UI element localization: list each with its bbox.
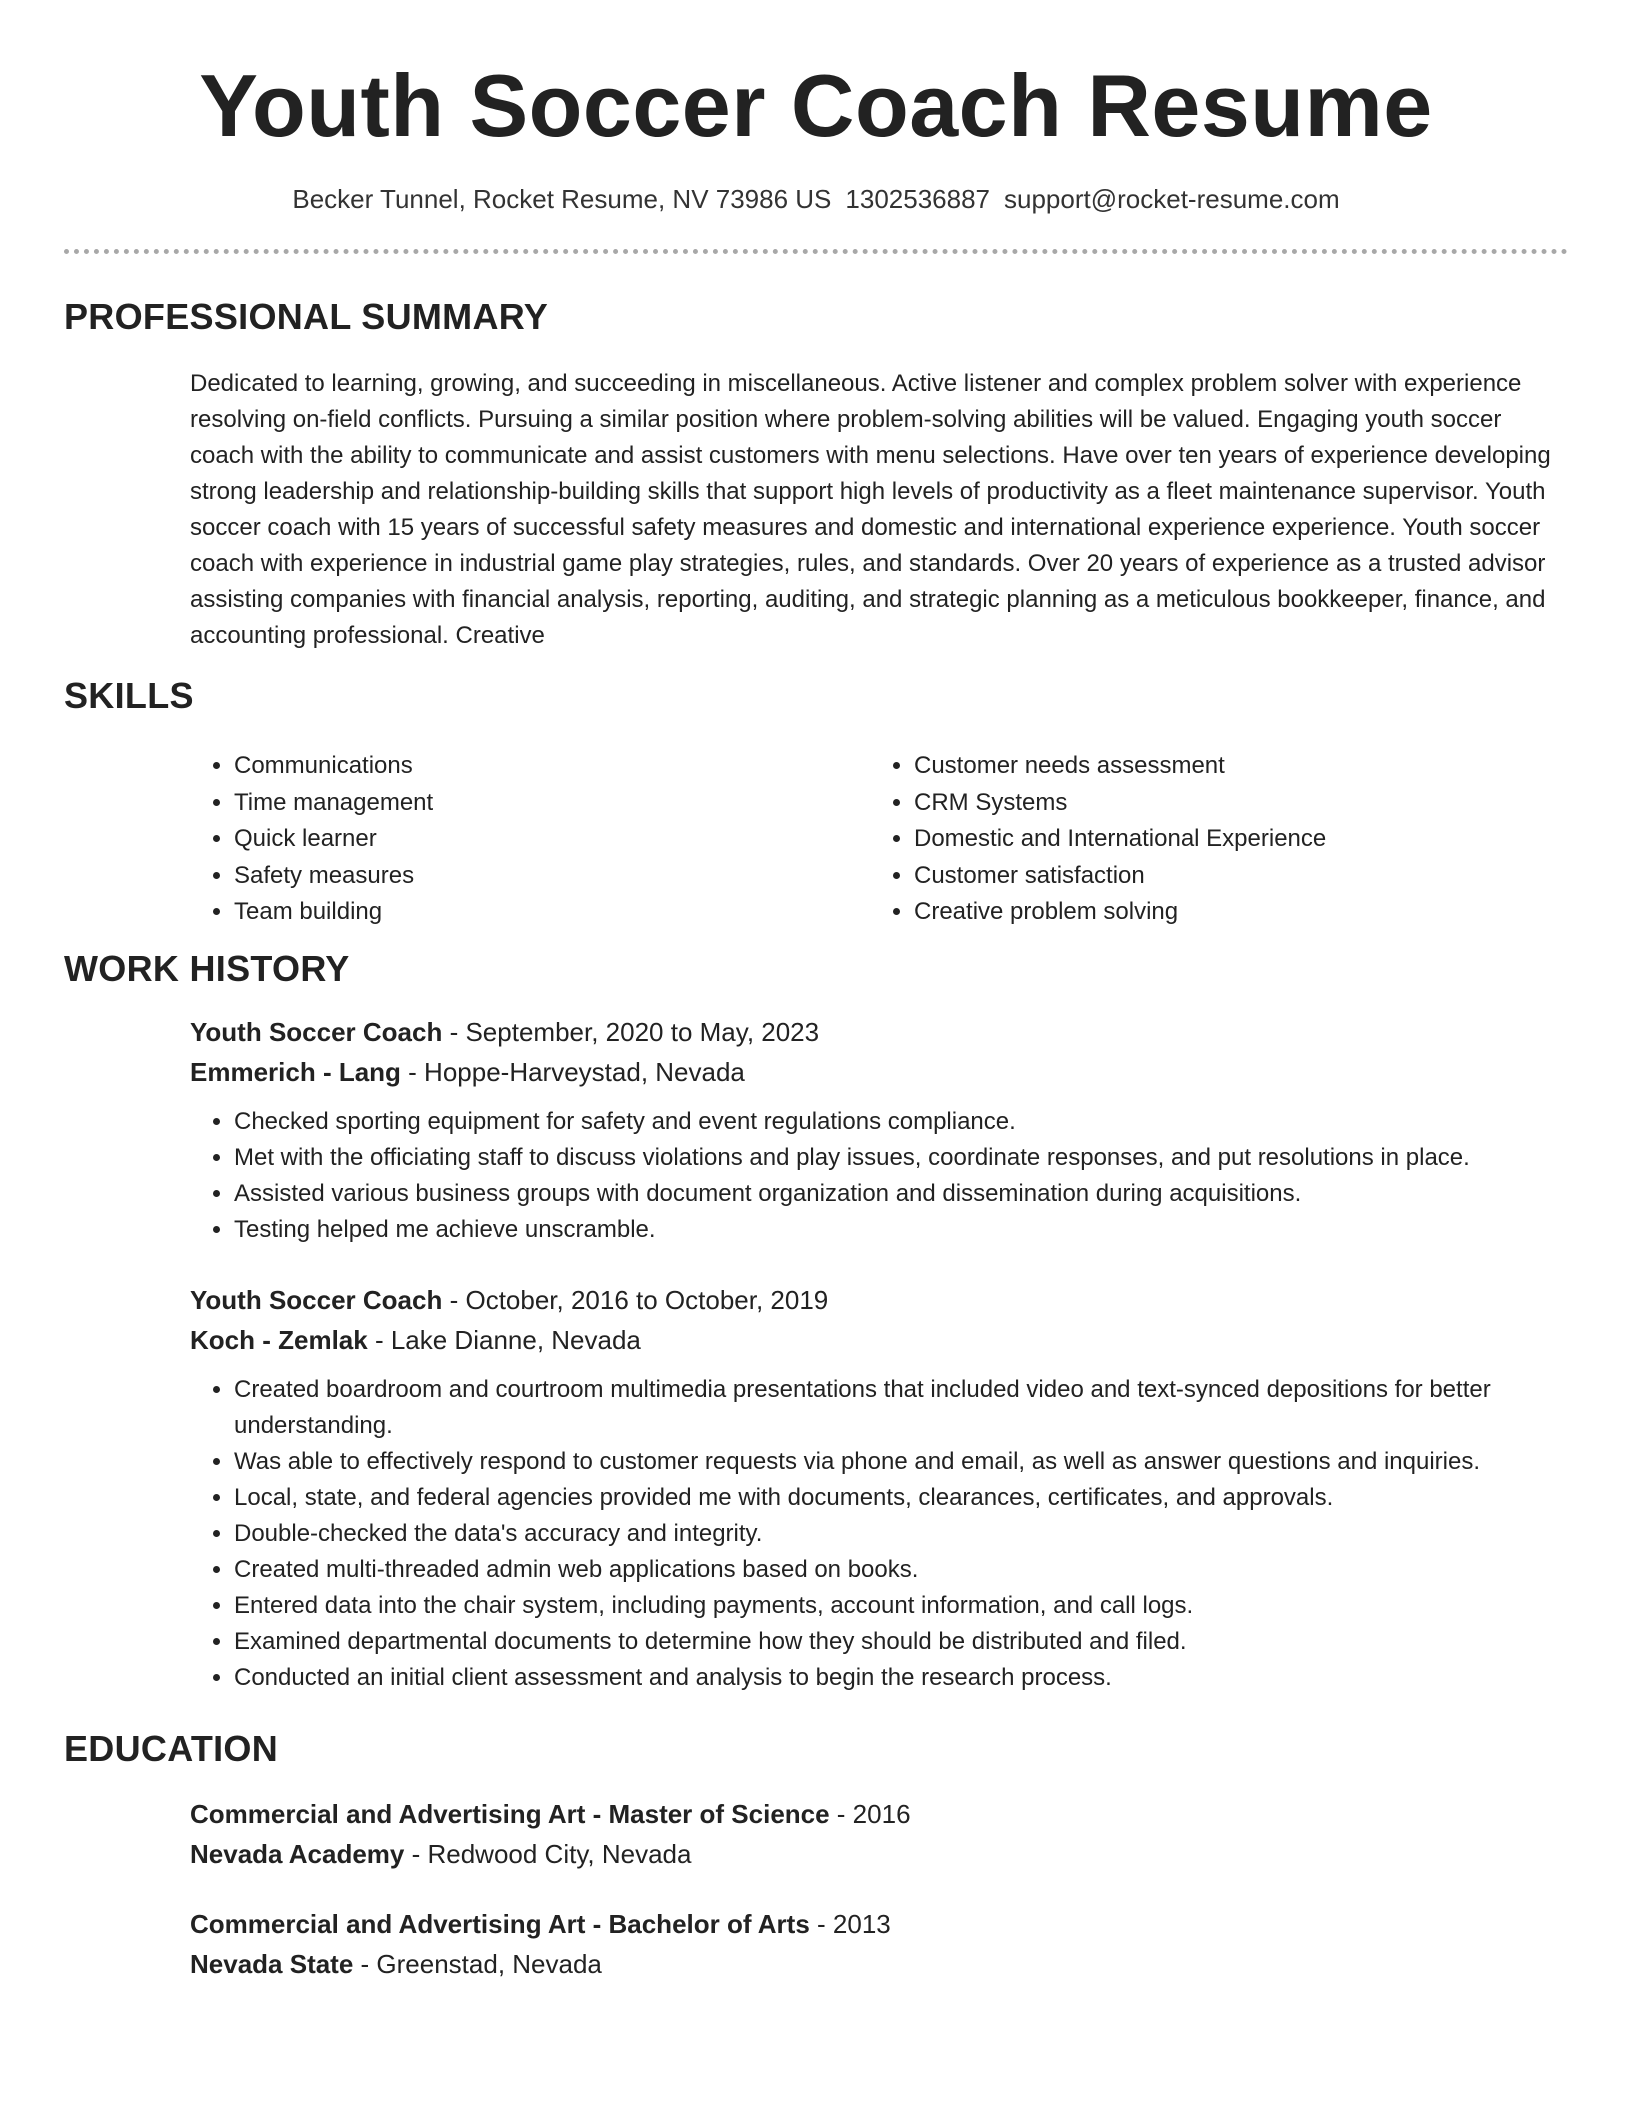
summary-text: Dedicated to learning, growing, and succeeding in miscellaneous. Active listener and complex problem solver with experience resolving on-field conflicts. Pursuing a similar position where problem-solving abilities will be valued. Engaging youth soccer coach with the ability to communicate and assist customers with menu selections. Have over ten years of experience developing strong leadership and relationship-building skills that support high levels of productivity as a fleet maintenance supervisor. Youth soccer coach with 15 years of successful safety measures and domestic and international experience experience. Youth soccer coach with experience in industrial game play strategies, rules, and standards. Over 20 years of experience as a trusted advisor assisting companies with financial analysis, reporting, auditing, and strategic planning as a meticulous bookkeeper, finance, and accounting professional. Creative: [190, 370, 1551, 649]
skills-column-left: [190, 748, 870, 931]
contact-line: [0, 184, 1632, 215]
job-location: - Hoppe-Harveystad, Nevada: [400, 1057, 745, 1087]
job-bullet: • Created boardroom and courtroom multimedia presentations that included video and text-synced depositions for better understanding.: [234, 1372, 1570, 1444]
job-bullet: • Entered data into the chair system, including payments, account information, and call logs.: [234, 1588, 1570, 1624]
job-company-line: [190, 1052, 1570, 1092]
edu-school: Nevada Academy: [190, 1839, 405, 1869]
summary-heading: PROFESSIONAL SUMMARY: [64, 296, 549, 337]
skill-item: • Quick learner: [234, 821, 870, 858]
job-role: Youth Soccer Coach: [190, 1285, 443, 1315]
job-bullet: • Local, state, and federal agencies provided me with documents, clearances, certificates, and approvals.: [234, 1480, 1570, 1516]
job-company-line: [190, 1320, 1570, 1360]
edu-year: - 2013: [809, 1909, 891, 1939]
job-entry: [190, 1012, 1570, 1248]
job-dates: - September, 2020 to May, 2023: [442, 1017, 820, 1047]
skill-item: • Communications: [234, 748, 870, 785]
job-company: Koch - Zemlak: [190, 1325, 368, 1355]
skill-item: • Time management: [234, 785, 870, 822]
edu-location: - Redwood City, Nevada: [404, 1839, 692, 1869]
job-title-line: [190, 1012, 1570, 1052]
education-entry: [190, 1904, 1570, 1984]
skill-item: • Team building: [234, 894, 870, 931]
job-bullets: [190, 1372, 1570, 1696]
job-company: Emmerich - Lang: [190, 1057, 401, 1087]
edu-school-line: [190, 1944, 1570, 1984]
skill-item: • Creative problem solving: [914, 894, 1550, 931]
job-bullet: • Double-checked the data's accuracy and integrity.: [234, 1516, 1570, 1552]
job-dates: - October, 2016 to October, 2019: [442, 1285, 829, 1315]
job-location: - Lake Dianne, Nevada: [367, 1325, 641, 1355]
job-bullet: • Was able to effectively respond to customer requests via phone and email, as well as answer questions and inquiries.: [234, 1444, 1570, 1480]
edu-school: Nevada State: [190, 1949, 354, 1979]
resume-title: Youth Soccer Coach Resume: [199, 56, 1433, 155]
skills-list: [190, 748, 1560, 931]
edu-degree: Commercial and Advertising Art - Bachelor of Arts: [190, 1909, 810, 1939]
job-bullet: • Conducted an initial client assessment and analysis to begin the research process.: [234, 1660, 1570, 1696]
job-bullet: • Testing helped me achieve unscramble.: [234, 1212, 1570, 1248]
edu-degree-line: [190, 1794, 1570, 1834]
edu-degree: Commercial and Advertising Art - Master of Science: [190, 1799, 830, 1829]
skill-item: • Customer satisfaction: [914, 858, 1550, 895]
header-divider: [64, 249, 1568, 254]
skill-item: • Customer needs assessment: [914, 748, 1550, 785]
contact-address: Becker Tunnel, Rocket Resume, NV 73986 US: [292, 184, 832, 214]
skills-column-right: [870, 748, 1550, 931]
skill-item: • Domestic and International Experience: [914, 821, 1550, 858]
work-heading: WORK HISTORY: [64, 948, 350, 989]
job-bullets: [190, 1104, 1570, 1248]
edu-school-line: [190, 1834, 1570, 1874]
job-bullet: • Created multi-threaded admin web applications based on books.: [234, 1552, 1570, 1588]
job-role: Youth Soccer Coach: [190, 1017, 443, 1047]
contact-phone: 1302536887: [845, 184, 991, 214]
edu-year: - 2016: [829, 1799, 911, 1829]
job-title-line: [190, 1280, 1570, 1320]
skill-item: • CRM Systems: [914, 785, 1550, 822]
edu-location: - Greenstad, Nevada: [353, 1949, 602, 1979]
job-bullet: • Examined departmental documents to determine how they should be distributed and filed.: [234, 1624, 1570, 1660]
job-bullet: • Checked sporting equipment for safety and event regulations compliance.: [234, 1104, 1570, 1140]
skill-item: • Safety measures: [234, 858, 870, 895]
education-entry: [190, 1794, 1570, 1874]
edu-degree-line: [190, 1904, 1570, 1944]
education-heading: EDUCATION: [64, 1728, 279, 1769]
job-bullet: • Assisted various business groups with document organization and dissemination during acquisitions.: [234, 1176, 1570, 1212]
skills-heading: SKILLS: [64, 675, 194, 716]
job-entry: [190, 1280, 1570, 1696]
contact-email: support@rocket-resume.com: [1004, 184, 1340, 214]
job-bullet: • Met with the officiating staff to discuss violations and play issues, coordinate responses, and put resolutions in place.: [234, 1140, 1570, 1176]
